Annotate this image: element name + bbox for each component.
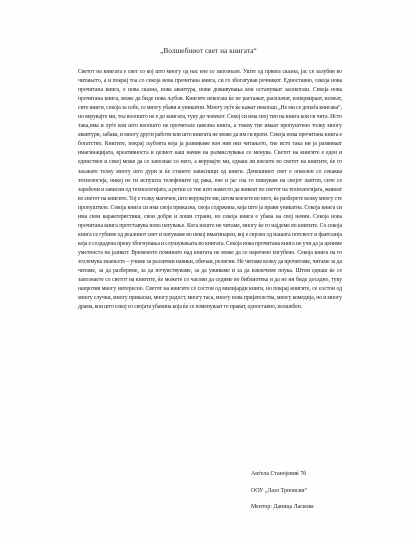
school-name: ООУ „Лазо Трповски“ (251, 487, 308, 494)
essay-paragraph: Светот на книгата е свет со кој што многу од нас ене се запознале. Уште од првата сказна, јас се залубив во читањето, а и покрај тоа со секоја нова прочитана книга, си го збогатував речникот. Едноставно, секоја нова прочитана книга, е нова сказна, нова авантура, нови доживувања кои остануваат засекогаш. Секоја нова прочитана книга, може да биде нова љубов. Книгите некогаш ќе не растажат, расплачат, изнервираат, исмеат, сите книги, секоја за себе, се многу убави и уникатни. Многу луѓе ќе кажат некогаш „Не ми се допаѓа книгава“, но верувајте ми, тоа воопшто не е до книгата, туку до човекот. Секој си има свој тип на книга кои ги чита. Исто така,има и луѓе кои што воопшто не прочитале швелна книга, а токму тие имаат пропуштено толку многу авантури, забава, и многу други работи кои што книгата не може да им ги врати. Секоја нова прочитана книга е богатство. Книгите, покрај љубовта која ја развиваме кон нив низ читањето, тие исто така ни ја развиваат имагинацијата, креативноста и целиот наш начин на размислување се менува. Светот на книгите е еден и единствен и секој може да се запознае со него, а верувајте ми, еднаш ли влезете во светот на книгите, ќе го засакате толку многу што дури и ќе станете зависници од книги. Денешниот свет е опколен со секаква технологија, никој не ги испушта телефоните од рака, ене и јас оза го пишувам на својот лаптоп, сите се заробени и зависни од технологијата, а ретки се тие што наместо да живеат во светот на технологијата, живеат во светот на книгите. Тој е толку магичен, што верувајте ми, штом влезете во него, ќе разберете колку многу сте пропуштиле. Секоја книга си има своја приказна, своја содржина, која што ја прави уникатна. Секоја книга си има свои карактеристики, свои добри и лоши страни, но секоја книга е убава на свој начин. Секоја нова прочитана книга претставува ново патување. Кога нешто не читаме, многу ќе го најдеме во книгите. Со секоја книга се губиме од реалниот свет и патуваме во некој имагинарен, кој е сврзен од нашата потсвест и фантазија која е создадена преку збогнувања и слушувањата во книгата. Секоја нова прочитана книга не учи да ја цениме уметноста на јазикот. Временото поминато над книгата не може да се наречено изгубено. Секоја книга на го зголемува знаењето – учиме за различни навики, обичаи, религии. Не читаме колку да прочитаме, читаме за да читаме, за да разбереме, за да почувствуваме, за да уживаме и за да извлечеме поука. Штом еднаш ќе се запознаете со светот на книгите, ќе можете со часови да седиме во библиотека и да не ни биде досадно, туку напротив многу интересно. Светот на книгите се состои од милијарди книги, но покрај книгите, се состои од многу случки, многу прикаски, многу радост, многу таса, многу нова пријателства, многу комедија, но и многу драма, кои што секој со својата убавина која ќе се изменуваат го прават, едноставно, волшебен. (78, 69, 342, 311)
mentor-name: Ментор: Даница Ласкова (251, 504, 314, 510)
document-body (78, 68, 342, 312)
document-title: „Волшебниот свет на книгата“ (160, 47, 257, 55)
author-name: Анѓела Станојевиќ 7б (251, 471, 307, 477)
signature-block (251, 470, 314, 520)
